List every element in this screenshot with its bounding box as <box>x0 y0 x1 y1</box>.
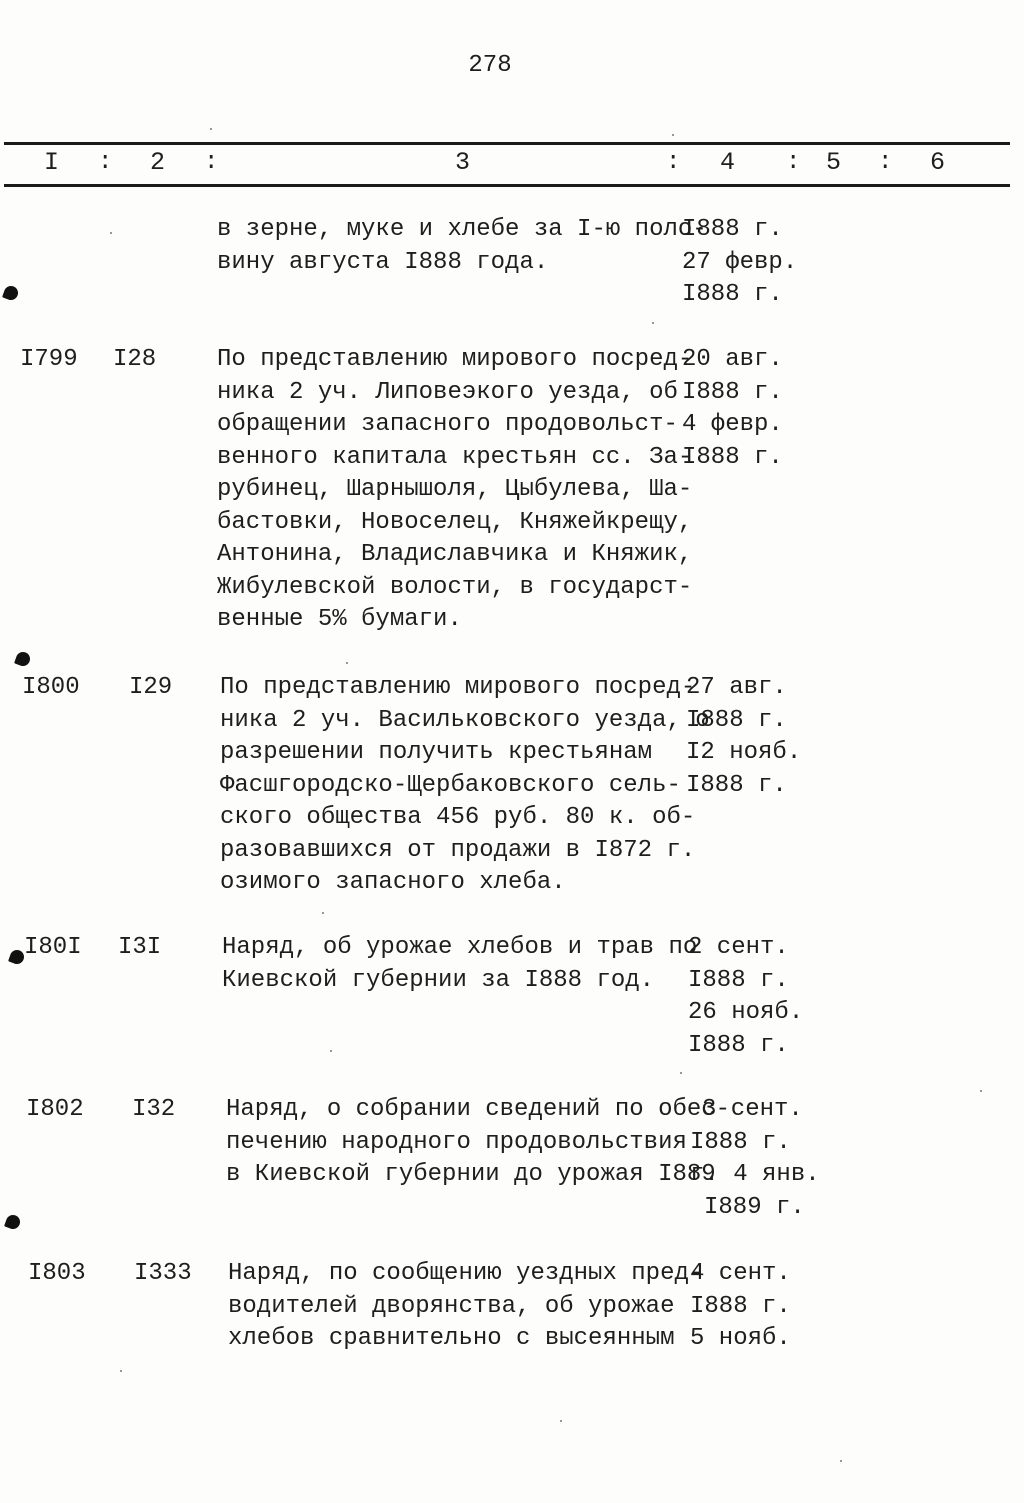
date-line: I888 г. <box>686 706 787 734</box>
entry-number: I802 <box>26 1096 84 1123</box>
entry-number: I80I <box>24 934 82 961</box>
date-line: 20 авг. <box>682 346 783 373</box>
date-line: I888 г. <box>690 1292 791 1320</box>
scan-speck <box>652 322 654 324</box>
description-line: водителей дворянства, об урожае <box>228 1292 675 1320</box>
header-col-5: 5 <box>826 148 842 177</box>
date-line: I889 г. <box>704 1193 805 1221</box>
description-line: обращении запасного продовольст- <box>217 411 678 438</box>
margin-mark <box>14 650 32 668</box>
description-line: разовавшихся от продажи в I872 г. <box>220 836 696 864</box>
table-header-rule <box>4 184 1010 187</box>
date-line: 4 сент. <box>690 1260 791 1287</box>
dates-column <box>690 1094 840 1224</box>
description-text <box>226 1094 731 1192</box>
date-line: 26 нояб. <box>688 999 804 1026</box>
case-number: I28 <box>113 346 157 373</box>
margin-mark <box>2 284 20 302</box>
header-separator: : <box>666 149 681 176</box>
description-text <box>222 932 698 997</box>
date-line: 5 нояб. <box>690 1325 791 1352</box>
date-line: 27 февр. <box>682 248 798 276</box>
date-line: 4 февр. <box>682 411 783 438</box>
date-line: I888 г. <box>690 1128 791 1156</box>
description-line: Антонина, Владиславчика и Княжик, <box>217 541 693 568</box>
date-line: 27 авг. <box>686 674 787 701</box>
description-line: Наряд, о собрании сведений по обес- <box>226 1096 731 1123</box>
description-line: вину августа I888 года. <box>217 248 549 276</box>
dates-column <box>688 932 838 1062</box>
date-line: I888 г. <box>682 378 783 406</box>
description-line: печению народного продовольствия <box>226 1128 687 1156</box>
dates-column <box>682 214 832 312</box>
description-text <box>220 672 710 900</box>
header-col-1: I <box>44 148 60 177</box>
table-top-rule <box>4 142 1010 145</box>
scan-speck <box>980 1090 982 1092</box>
description-text <box>228 1258 704 1356</box>
scan-speck <box>672 134 674 136</box>
scan-speck <box>560 1420 562 1422</box>
description-line: Наряд, об урожае хлебов и трав по <box>222 934 698 961</box>
description-line: Фасшгородско-Щербаковского сель- <box>220 771 681 799</box>
description-line: бастовки, Новоселец, Княжейкрещу, <box>217 508 693 536</box>
description-line: венного капитала крестьян сс. За- <box>217 443 693 471</box>
margin-mark <box>4 1213 22 1231</box>
header-separator: : <box>786 149 801 176</box>
description-line: Наряд, по сообщению уездных пред- <box>228 1260 704 1287</box>
dates-column <box>690 1258 840 1356</box>
description-line: Киевской губернии за I888 год. <box>222 966 655 994</box>
date-line: I2 нояб. <box>686 739 802 766</box>
date-line: г. 4 янв. <box>690 1161 820 1188</box>
scan-speck <box>840 1460 842 1462</box>
entry-number: I800 <box>22 674 80 701</box>
scan-speck <box>110 232 112 234</box>
entry-number: I799 <box>20 346 78 373</box>
header-separator: : <box>878 149 893 176</box>
description-text <box>217 214 707 279</box>
description-line: озимого запасного хлеба. <box>220 869 566 896</box>
scan-speck <box>210 128 212 130</box>
description-line: в Киевской губернии до урожая I889 <box>226 1161 716 1188</box>
header-separator: : <box>98 149 113 176</box>
header-col-3: 3 <box>455 148 471 177</box>
description-line: рубинец, Шарнышоля, Цыбулева, Ша- <box>217 476 693 503</box>
header-col-4: 4 <box>720 148 736 177</box>
dates-column <box>686 672 836 802</box>
date-line: 2 сент. <box>688 934 789 961</box>
description-text <box>217 344 693 637</box>
date-line: I888 г. <box>686 771 787 799</box>
header-separator: : <box>204 149 219 176</box>
case-number: I333 <box>134 1260 192 1287</box>
scan-speck <box>330 1050 332 1052</box>
case-number: I29 <box>129 674 173 701</box>
description-line: венные 5% бумаги. <box>217 606 462 633</box>
case-number: I3I <box>118 934 162 961</box>
description-line: Жибулевской волости, в государст- <box>217 573 693 601</box>
description-line: ника 2 уч. Васильковского уезда, о <box>220 706 710 734</box>
date-line: I888 г. <box>688 966 789 994</box>
description-line: По представлению мирового посред- <box>217 346 693 373</box>
dates-column <box>682 344 832 474</box>
header-col-2: 2 <box>150 148 166 177</box>
description-line: разрешении получить крестьянам <box>220 739 653 766</box>
description-line: хлебов сравнительно с высеянным <box>228 1325 675 1352</box>
description-line: в зерне, муке и хлебе за I-ю поло- <box>217 216 707 243</box>
description-line: ника 2 уч. Липовеэкого уезда, об <box>217 378 678 406</box>
header-col-6: 6 <box>930 148 946 177</box>
description-line: ского общества 456 руб. 80 к. об- <box>220 804 696 831</box>
description-line: По представлению мирового посред- <box>220 674 696 701</box>
page-number: 278 <box>468 52 512 79</box>
case-number: I32 <box>132 1096 176 1123</box>
scan-speck <box>346 662 348 664</box>
scan-speck <box>120 1370 122 1372</box>
entry-number: I803 <box>28 1260 86 1287</box>
date-line: I888 г. <box>682 443 783 471</box>
scan-speck <box>322 912 324 914</box>
date-line: 3 сент. <box>702 1096 803 1123</box>
date-line: I888 г. <box>688 1031 789 1059</box>
date-line: I888 г. <box>682 281 783 308</box>
date-line: I888 г. <box>682 216 783 243</box>
scan-speck <box>680 1072 682 1074</box>
